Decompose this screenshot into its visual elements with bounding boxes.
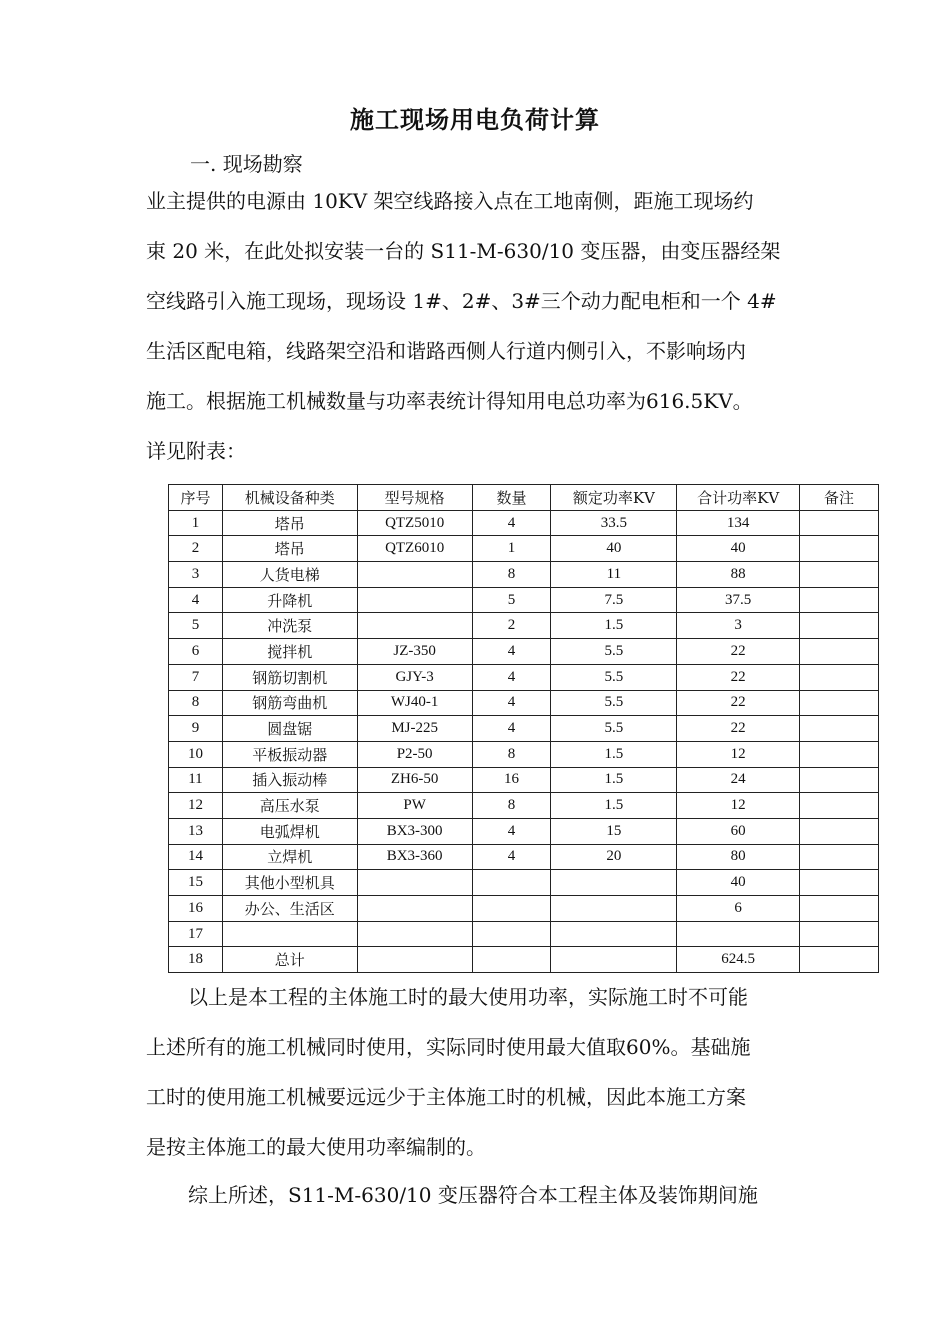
table-cell: 22 (677, 639, 800, 665)
table-cell: 1.5 (551, 613, 677, 639)
intro-line: 施工。根据施工机械数量与功率表统计得知用电总功率为616.5KV。 (146, 389, 753, 413)
table-cell: 9 (169, 716, 223, 742)
column-header: 额定功率KV (551, 485, 677, 511)
table-cell: BX3-300 (357, 818, 472, 844)
table-cell (800, 741, 879, 767)
table-cell: 11 (551, 562, 677, 588)
table-row (169, 818, 879, 844)
table-cell: 人货电梯 (222, 562, 357, 588)
table-cell (800, 870, 879, 896)
usage-paragraph (146, 972, 808, 1172)
table-row (169, 870, 879, 896)
table-cell (800, 947, 879, 973)
table-row (169, 896, 879, 922)
table-cell: 3 (169, 562, 223, 588)
table-cell: 624.5 (677, 947, 800, 973)
table-cell: 1.5 (551, 741, 677, 767)
table-cell (677, 921, 800, 947)
table-cell (551, 947, 677, 973)
table-cell (800, 716, 879, 742)
table-cell: PW (357, 793, 472, 819)
table-cell: 37.5 (677, 587, 800, 613)
table-row (169, 664, 879, 690)
table-cell: 3 (677, 613, 800, 639)
conclusion-paragraph (146, 1170, 808, 1220)
table-cell (800, 921, 879, 947)
table-cell: 4 (472, 664, 551, 690)
table-cell: 12 (677, 793, 800, 819)
table-cell: 办公、生活区 (222, 896, 357, 922)
table-cell: 40 (677, 536, 800, 562)
table-cell: 18 (169, 947, 223, 973)
table-cell (800, 818, 879, 844)
column-header: 备注 (800, 485, 879, 511)
table-cell: 7 (169, 664, 223, 690)
intro-line: 束 20 米，在此处拟安装一台的 S11-M-630/10 变压器，由变压器经架 (146, 239, 781, 263)
table-cell: 10 (169, 741, 223, 767)
table-cell: 12 (677, 741, 800, 767)
table-cell: 升降机 (222, 587, 357, 613)
table-cell: 7.5 (551, 587, 677, 613)
table-cell: 4 (472, 818, 551, 844)
table-cell (357, 870, 472, 896)
table-cell: QTZ6010 (357, 536, 472, 562)
table-cell: 2 (169, 536, 223, 562)
table-row (169, 921, 879, 947)
table-cell: 插入振动棒 (222, 767, 357, 793)
table-cell: 13 (169, 818, 223, 844)
table-cell: 8 (472, 741, 551, 767)
intro-line: 空线路引入施工现场，现场设 1#、2#、3#三个动力配电柜和一个 4# (146, 289, 777, 313)
usage-line: 以上是本工程的主体施工时的最大使用功率，实际施工时不可能 (188, 985, 748, 1009)
table-cell: MJ-225 (357, 716, 472, 742)
table-row (169, 639, 879, 665)
table-row (169, 947, 879, 973)
table-cell (800, 844, 879, 870)
table-cell: 4 (472, 716, 551, 742)
table-row (169, 562, 879, 588)
table-cell: 2 (472, 613, 551, 639)
table-cell: JZ-350 (357, 639, 472, 665)
table-row (169, 510, 879, 536)
table-row (169, 793, 879, 819)
table-cell: 22 (677, 716, 800, 742)
table-cell: 8 (472, 793, 551, 819)
table-header-row (169, 485, 879, 511)
table-cell: 钢筋弯曲机 (222, 690, 357, 716)
table-cell: 60 (677, 818, 800, 844)
table-row (169, 767, 879, 793)
section-heading: 一. 现场勘察 (190, 152, 303, 176)
table-cell: 4 (472, 844, 551, 870)
table-cell: 12 (169, 793, 223, 819)
table-cell: 16 (472, 767, 551, 793)
column-header: 合计功率KV (677, 485, 800, 511)
table-row (169, 716, 879, 742)
table-cell (222, 921, 357, 947)
table-cell: 134 (677, 510, 800, 536)
table-cell (472, 947, 551, 973)
table-cell: QTZ5010 (357, 510, 472, 536)
conclusion-line: 综上所述，S11-M-630/10 变压器符合本工程主体及装饰期间施 (188, 1183, 758, 1207)
table-cell (800, 587, 879, 613)
table-cell: 平板振动器 (222, 741, 357, 767)
table-row (169, 844, 879, 870)
table-cell: 5.5 (551, 690, 677, 716)
table-cell (551, 896, 677, 922)
table-cell: 5 (169, 613, 223, 639)
table-cell (800, 639, 879, 665)
table-cell: 总计 (222, 947, 357, 973)
table-cell (800, 536, 879, 562)
table-cell: 22 (677, 664, 800, 690)
table-cell (800, 510, 879, 536)
intro-paragraph (146, 176, 808, 476)
table-cell (800, 562, 879, 588)
table-cell: 88 (677, 562, 800, 588)
table-cell: 5.5 (551, 664, 677, 690)
table-body (169, 510, 879, 972)
table-cell (472, 870, 551, 896)
table-cell (800, 793, 879, 819)
table-cell (800, 690, 879, 716)
table-cell: 搅拌机 (222, 639, 357, 665)
table-cell: 立焊机 (222, 844, 357, 870)
intro-line: 生活区配电箱，线路架空沿和谐路西侧人行道内侧引入，不影响场内 (146, 339, 746, 363)
table-row (169, 536, 879, 562)
table-cell: 冲洗泵 (222, 613, 357, 639)
table-cell: 8 (169, 690, 223, 716)
table-cell: 22 (677, 690, 800, 716)
table-cell: 16 (169, 896, 223, 922)
table-cell: 5 (472, 587, 551, 613)
table-cell (357, 562, 472, 588)
table-cell: 80 (677, 844, 800, 870)
table-row (169, 690, 879, 716)
table-cell (800, 664, 879, 690)
page-title: 施工现场用电负荷计算 (350, 105, 600, 134)
table-cell (357, 921, 472, 947)
table-cell: 其他小型机具 (222, 870, 357, 896)
table-cell: 4 (472, 639, 551, 665)
table-cell (551, 921, 677, 947)
table-cell (551, 870, 677, 896)
table-cell: 电弧焊机 (222, 818, 357, 844)
table-cell: WJ40-1 (357, 690, 472, 716)
table-cell (800, 896, 879, 922)
table-cell (357, 587, 472, 613)
table-cell: 钢筋切割机 (222, 664, 357, 690)
table-cell (472, 896, 551, 922)
table-cell: 6 (169, 639, 223, 665)
table-cell: 高压水泵 (222, 793, 357, 819)
table-cell (357, 613, 472, 639)
column-header: 型号规格 (357, 485, 472, 511)
table-cell: 4 (169, 587, 223, 613)
table-cell: 塔吊 (222, 536, 357, 562)
table-cell: 17 (169, 921, 223, 947)
table-cell: ZH6-50 (357, 767, 472, 793)
usage-line: 是按主体施工的最大使用功率编制的。 (146, 1135, 486, 1159)
intro-line: 业主提供的电源由 10KV 架空线路接入点在工地南侧，距施工现场约 (146, 189, 754, 213)
table-row (169, 587, 879, 613)
table-cell (357, 896, 472, 922)
usage-line: 工时的使用施工机械要远远少于主体施工时的机械，因此本施工方案 (146, 1085, 746, 1109)
table-cell: 圆盘锯 (222, 716, 357, 742)
table-cell: GJY-3 (357, 664, 472, 690)
table-cell: 4 (472, 510, 551, 536)
table-cell: 塔吊 (222, 510, 357, 536)
equipment-power-table (168, 484, 879, 973)
usage-line: 上述所有的施工机械同时使用，实际同时使用最大值取60%。基础施 (146, 1035, 751, 1059)
table-cell (800, 767, 879, 793)
table-cell: 6 (677, 896, 800, 922)
table-cell: 8 (472, 562, 551, 588)
column-header: 序号 (169, 485, 223, 511)
intro-line: 详见附表： (146, 439, 246, 463)
table-cell: 24 (677, 767, 800, 793)
table-cell: 4 (472, 690, 551, 716)
table-cell: 1.5 (551, 767, 677, 793)
column-header: 数量 (472, 485, 551, 511)
table-cell: 40 (551, 536, 677, 562)
table-cell: 33.5 (551, 510, 677, 536)
table-cell: 1 (472, 536, 551, 562)
table-cell: BX3-360 (357, 844, 472, 870)
column-header: 机械设备种类 (222, 485, 357, 511)
table-cell: 5.5 (551, 716, 677, 742)
table-cell: 20 (551, 844, 677, 870)
table-row (169, 741, 879, 767)
table-cell: 14 (169, 844, 223, 870)
table-cell: 1.5 (551, 793, 677, 819)
table-row (169, 613, 879, 639)
table-cell: 5.5 (551, 639, 677, 665)
table-cell: 15 (169, 870, 223, 896)
table-cell: 1 (169, 510, 223, 536)
table-cell (800, 613, 879, 639)
table-cell: P2-50 (357, 741, 472, 767)
table-cell (472, 921, 551, 947)
table-cell (357, 947, 472, 973)
table-cell: 11 (169, 767, 223, 793)
table-cell: 15 (551, 818, 677, 844)
table-cell: 40 (677, 870, 800, 896)
